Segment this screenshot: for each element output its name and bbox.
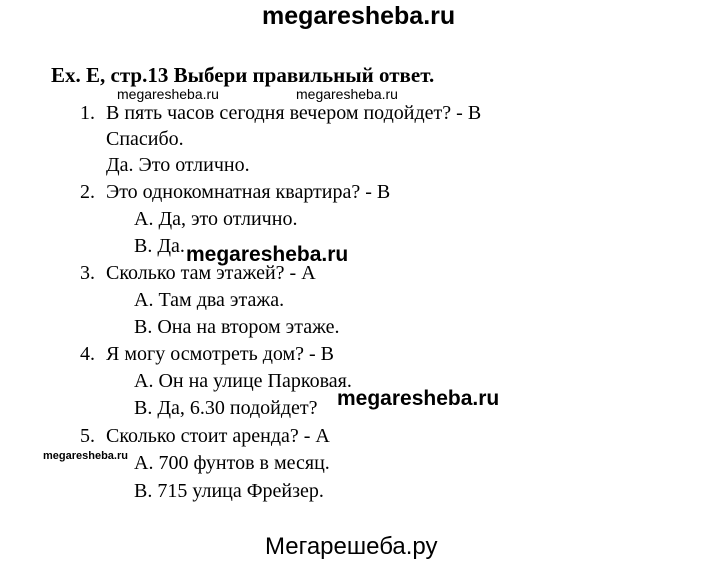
item-number-4: 4. bbox=[80, 343, 95, 365]
question-1: В пять часов сегодня вечером подойдет? - B bbox=[106, 102, 482, 124]
watermark-small-2: megaresheba.ru bbox=[296, 86, 398, 102]
answer-option-4b: B. Да, 6.30 подойдет? bbox=[134, 397, 318, 419]
watermark-small-1: megaresheba.ru bbox=[117, 86, 219, 102]
exercise-heading: Ex. E, стр.13 Выбери правильный ответ. bbox=[51, 63, 435, 87]
watermark-top: megaresheba.ru bbox=[262, 2, 456, 30]
question-2: Это однокомнатная квартира? - B bbox=[106, 181, 391, 203]
item-number-1: 1. bbox=[80, 102, 95, 124]
item-number-3: 3. bbox=[80, 262, 95, 284]
answer-option-2a: A. Да, это отлично. bbox=[134, 208, 298, 230]
watermark-mid-1: megaresheba.ru bbox=[186, 243, 349, 266]
item-number-2: 2. bbox=[80, 181, 95, 203]
answer-option-2b: B. Да. bbox=[134, 235, 185, 257]
watermark-mid-2: megaresheba.ru bbox=[337, 387, 500, 410]
answer-option-5a: A. 700 фунтов в месяц. bbox=[134, 452, 330, 474]
watermark-tiny: megaresheba.ru bbox=[43, 450, 128, 462]
answer-option-4a: A. Он на улице Парковая. bbox=[134, 370, 352, 392]
question-4: Я могу осмотреть дом? - B bbox=[106, 343, 335, 365]
question-5: Сколько стоит аренда? - A bbox=[106, 425, 330, 447]
answer-option-1b: Да. Это отлично. bbox=[106, 154, 250, 176]
item-number-5: 5. bbox=[80, 425, 95, 447]
watermark-bottom: Мегарешеба.ру bbox=[265, 533, 438, 560]
answer-option-3a: A. Там два этажа. bbox=[134, 289, 285, 311]
answer-option-3b: B. Она на втором этаже. bbox=[134, 316, 340, 338]
answer-option-5b: B. 715 улица Фрейзер. bbox=[134, 480, 324, 502]
question-3: Сколько там этажей? - A bbox=[106, 262, 316, 284]
answer-option-1a: Спасибо. bbox=[106, 128, 184, 150]
